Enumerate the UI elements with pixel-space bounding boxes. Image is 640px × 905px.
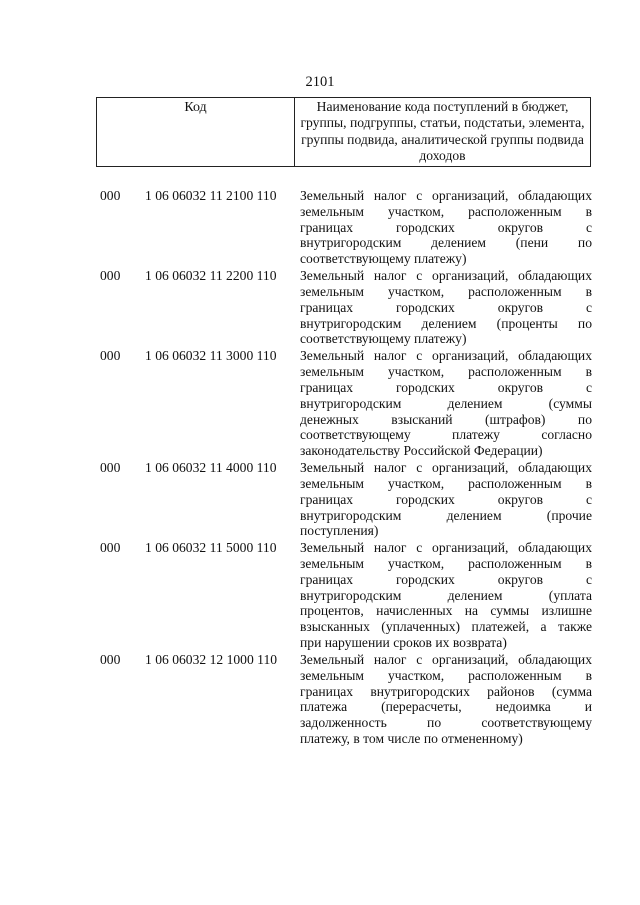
description-line: процентов, начисленных на суммы излишне	[300, 603, 592, 619]
description-line: границах городских округов с	[300, 379, 592, 395]
description-line: границах внутригородских районов (сумма	[300, 683, 592, 699]
description-line: земельным участком, расположенным в	[300, 556, 592, 572]
revenue-description	[300, 268, 592, 347]
description-line: денежных взысканий (штрафов) по	[300, 411, 592, 427]
header-code-column: Код	[97, 98, 295, 166]
table-row	[100, 188, 592, 267]
description-line: Земельный налог с организаций, обладающих	[300, 652, 592, 668]
description-line: Земельный налог с организаций, обладающих	[300, 460, 592, 476]
revenue-description	[300, 348, 592, 459]
description-line: границах городских округов с	[300, 571, 592, 587]
description-line: соответствующему платежу)	[300, 331, 467, 347]
description-line: соответствующему платежу)	[300, 251, 467, 267]
revenue-description	[300, 188, 592, 267]
admin-code: 000	[100, 460, 121, 476]
description-line: границах городских округов с	[300, 219, 592, 235]
description-line: земельным участком, расположенным в	[300, 475, 592, 491]
header-name-column: Наименование кода поступлений в бюджет, группы, подгруппы, статьи, подстатьи, элемента, группы подвида, аналитической группы подвида доходов	[300, 99, 585, 164]
table-row	[100, 540, 592, 651]
description-line: земельным участком, расположенным в	[300, 667, 592, 683]
table-row	[100, 348, 592, 459]
table-row	[100, 460, 592, 539]
description-line: задолженность по соответствующему	[300, 715, 592, 731]
revenue-code: 1 06 06032 11 3000 110	[145, 348, 277, 364]
table-row	[100, 652, 592, 747]
description-line: Земельный налог с организаций, обладающих	[300, 188, 592, 203]
table-row	[100, 268, 592, 347]
description-line: земельным участком, расположенным в	[300, 203, 592, 219]
description-line: Земельный налог с организаций, обладающих	[300, 268, 592, 284]
admin-code: 000	[100, 188, 121, 203]
admin-code: 000	[100, 652, 121, 668]
description-line: соответствующему платежу согласно	[300, 427, 592, 443]
description-line: границах городских округов с	[300, 299, 592, 315]
admin-code: 000	[100, 268, 121, 284]
description-line: законодательству Российской Федерации)	[300, 443, 543, 459]
description-line: внутригородским делением (проценты по	[300, 315, 592, 331]
description-line: Земельный налог с организаций, обладающих	[300, 348, 592, 364]
page-number: 2101	[305, 74, 335, 90]
income-code-list	[100, 188, 592, 748]
description-line: внутригородским делением (суммы	[300, 395, 592, 411]
table-header	[96, 97, 591, 167]
admin-code: 000	[100, 540, 121, 556]
revenue-code: 1 06 06032 11 2200 110	[145, 268, 277, 284]
revenue-description	[300, 540, 592, 651]
revenue-description	[300, 460, 592, 539]
admin-code: 000	[100, 348, 121, 364]
revenue-code: 1 06 06032 11 5000 110	[145, 540, 277, 556]
revenue-code: 1 06 06032 11 2100 110	[145, 188, 277, 203]
description-line: земельным участком, расположенным в	[300, 283, 592, 299]
description-line: Земельный налог с организаций, обладающих	[300, 540, 592, 556]
description-line: внутригородским делением (пени по	[300, 235, 592, 251]
description-line: поступления)	[300, 523, 379, 539]
revenue-description	[300, 652, 592, 747]
description-line: платежу, в том числе по отмененному)	[300, 731, 523, 747]
description-line: платежа (перерасчеты, недоимка и	[300, 699, 592, 715]
revenue-code: 1 06 06032 12 1000 110	[145, 652, 278, 668]
revenue-code: 1 06 06032 11 4000 110	[145, 460, 277, 476]
description-line: взысканных (уплаченных) платежей, а также	[300, 619, 592, 635]
description-line: при нарушении сроков их возврата)	[300, 635, 507, 651]
description-line: внутригородским делением (прочие	[300, 507, 592, 523]
description-line: внутригородским делением (уплата	[300, 587, 592, 603]
description-line: границах городских округов с	[300, 491, 592, 507]
description-line: земельным участком, расположенным в	[300, 364, 592, 380]
